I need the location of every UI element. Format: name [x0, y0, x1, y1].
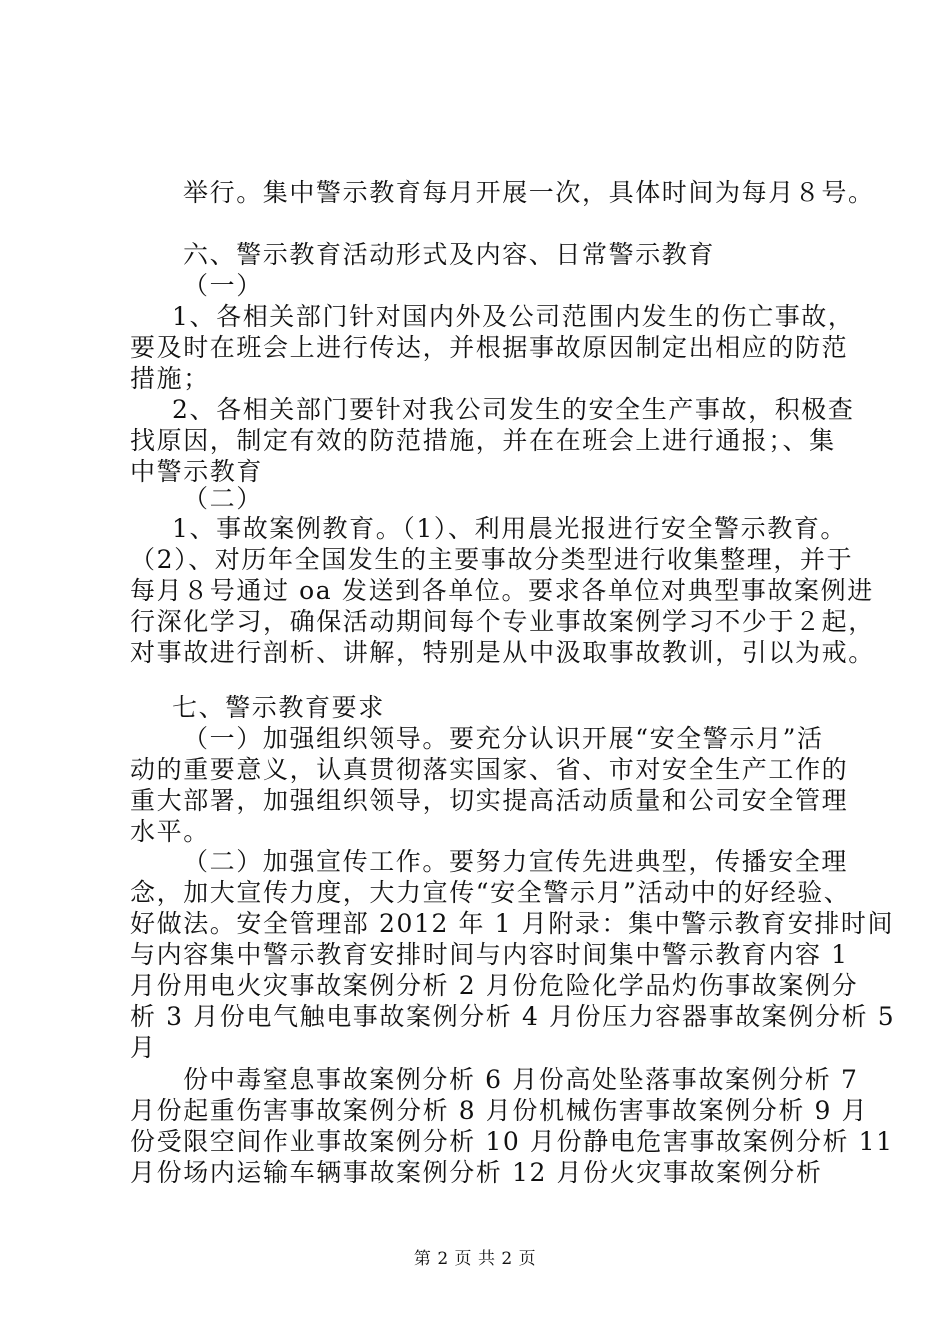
paragraph-line: 举行。集中警示教育每月开展一次，具体时间为每月８号。 [183, 178, 875, 207]
paragraph-line: 月份场内运输车辆事故案例分析 12 月份火灾事故案例分析 [130, 1158, 823, 1187]
paragraph-line: 中警示教育 [130, 457, 264, 486]
page-number-footer: 第 2 页 共 2 页 [413, 1249, 537, 1269]
subsection-label: （二） [183, 484, 263, 513]
paragraph-line: 行深化学习，确保活动期间每个专业事故案例学习不少于２起， [130, 607, 875, 636]
paragraph-line: 每月８号通过 oa 发送到各单位。要求各单位对典型事故案例进 [130, 576, 874, 605]
paragraph-line: 好做法。安全管理部 2012 年 1 月附录：集中警示教育安排时间 [130, 909, 895, 938]
paragraph-line: 月份用电火灾事故案例分析 2 月份危险化学品灼伤事故案例分 [130, 971, 859, 1000]
section-heading: 六、警示教育活动形式及内容、日常警示教育 [183, 240, 716, 269]
paragraph-line: （一）加强组织领导。要充分认识开展“安全警示月”活 [183, 724, 824, 753]
paragraph-line: 与内容集中警示教育安排时间与内容时间集中警示教育内容 1 [130, 940, 849, 969]
paragraph-line: 要及时在班会上进行传达，并根据事故原因制定出相应的防范 [130, 333, 849, 362]
section-heading: 七、警示教育要求 [172, 693, 385, 722]
paragraph-line: 1、各相关部门针对国内外及公司范围内发生的伤亡事故， [172, 302, 855, 331]
paragraph-line: 1、事故案例教育。（1）、利用晨光报进行安全警示教育。 [172, 514, 848, 543]
paragraph-line: 找原因，制定有效的防范措施，并在在班会上进行通报；、集 [130, 426, 836, 455]
paragraph-line: 月 [130, 1033, 157, 1062]
paragraph-line: 2、各相关部门要针对我公司发生的安全生产事故，积极查 [172, 395, 855, 424]
subsection-label: （一） [183, 271, 263, 300]
paragraph-line: （二）加强宣传工作。要努力宣传先进典型，传播安全理 [183, 847, 849, 876]
paragraph-line: 对事故进行剖析、讲解，特别是从中汲取事故教训，引以为戒。 [130, 638, 875, 667]
paragraph-line: 水平。 [130, 817, 210, 846]
paragraph-line: 月份起重伤害事故案例分析 8 月份机械伤害事故案例分析 9 月 [130, 1096, 869, 1125]
paragraph-line: 措施； [130, 364, 210, 393]
paragraph-line: 析 3 月份电气触电事故案例分析 4 月份压力容器事故案例分析 5 [130, 1002, 896, 1031]
paragraph-line: 动的重要意义，认真贯彻落实国家、省、市对安全生产工作的 [130, 755, 849, 784]
paragraph-line: 重大部署，加强组织领导，切实提高活动质量和公司安全管理 [130, 786, 849, 815]
paragraph-line: 份受限空间作业事故案例分析 10 月份静电危害事故案例分析 11 [130, 1127, 894, 1156]
paragraph-line: 念，加大宣传力度，大力宣传“安全警示月”活动中的好经验、 [130, 878, 851, 907]
paragraph-line: （2）、对历年全国发生的主要事故分类型进行收集整理，并于 [130, 545, 854, 574]
paragraph-line: 份中毒窒息事故案例分析 6 月份高处坠落事故案例分析 7 [183, 1065, 859, 1094]
